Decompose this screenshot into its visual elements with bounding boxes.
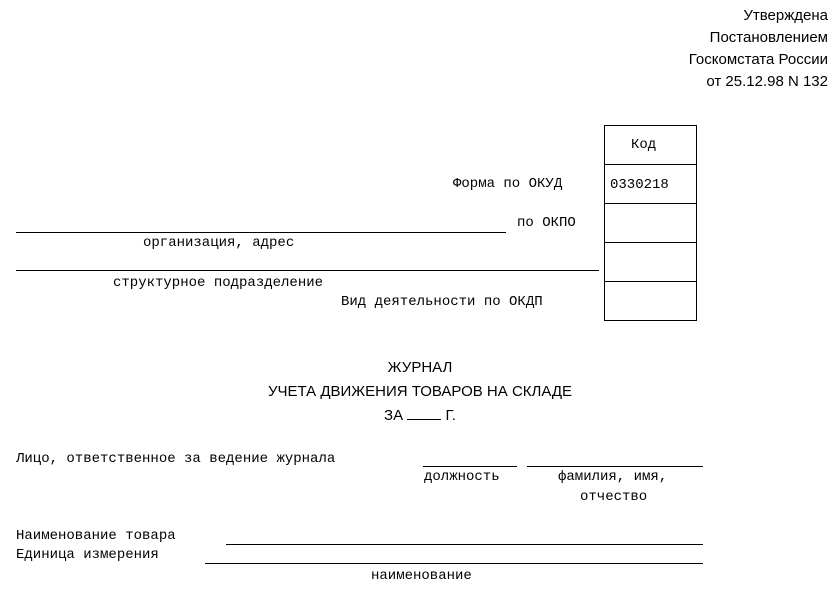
okud-cell[interactable] xyxy=(605,165,696,204)
full-name-line[interactable] xyxy=(527,466,703,467)
full-name-caption: фамилия, имя, xyxy=(558,469,668,485)
okdp-cell[interactable] xyxy=(605,282,696,321)
unit-code-cell[interactable] xyxy=(605,243,696,282)
goods-unit-caption: наименование xyxy=(371,568,472,584)
goods-name-label: Наименование товара xyxy=(16,528,176,544)
okpo-label: по ОКПО xyxy=(517,215,576,231)
doc-subtitle: УЧЕТА ДВИЖЕНИЯ ТОВАРОВ НА СКЛАДЕ xyxy=(267,383,573,400)
responsible-label: Лицо, ответственное за ведение журнала xyxy=(16,451,336,467)
goods-name-line[interactable] xyxy=(226,544,703,545)
department-caption: структурное подразделение xyxy=(113,275,324,291)
organization-line[interactable] xyxy=(16,232,506,233)
approval-line: Утверждена xyxy=(743,7,828,24)
position-line[interactable] xyxy=(423,466,517,467)
goods-unit-line[interactable] xyxy=(205,563,703,564)
position-caption: должность xyxy=(424,469,500,485)
organization-caption: организация, адрес xyxy=(143,235,295,251)
okpo-cell[interactable] xyxy=(605,204,696,243)
okud-label: Форма по ОКУД xyxy=(453,176,563,192)
goods-unit-label: Единица измерения xyxy=(16,547,159,563)
department-line[interactable] xyxy=(16,270,599,271)
doc-year xyxy=(0,407,840,423)
approval-line: от 25.12.98 N 132 xyxy=(706,73,828,90)
code-header: Код xyxy=(631,137,657,153)
okdp-label: Вид деятельности по ОКДП xyxy=(341,294,543,310)
code-table xyxy=(604,125,697,321)
year-prefix: ЗА xyxy=(384,407,404,424)
approval-stamp xyxy=(689,5,828,93)
patronymic-caption: отчество xyxy=(580,489,648,505)
year-suffix: Г. xyxy=(445,407,456,424)
approval-line: Госкомстата России xyxy=(688,51,828,68)
okud-code: 0330218 xyxy=(610,177,669,193)
doc-title: ЖУРНАЛ xyxy=(387,359,453,376)
year-blank[interactable] xyxy=(407,407,441,420)
code-header-cell xyxy=(605,126,696,165)
approval-line: Постановлением xyxy=(709,29,828,46)
